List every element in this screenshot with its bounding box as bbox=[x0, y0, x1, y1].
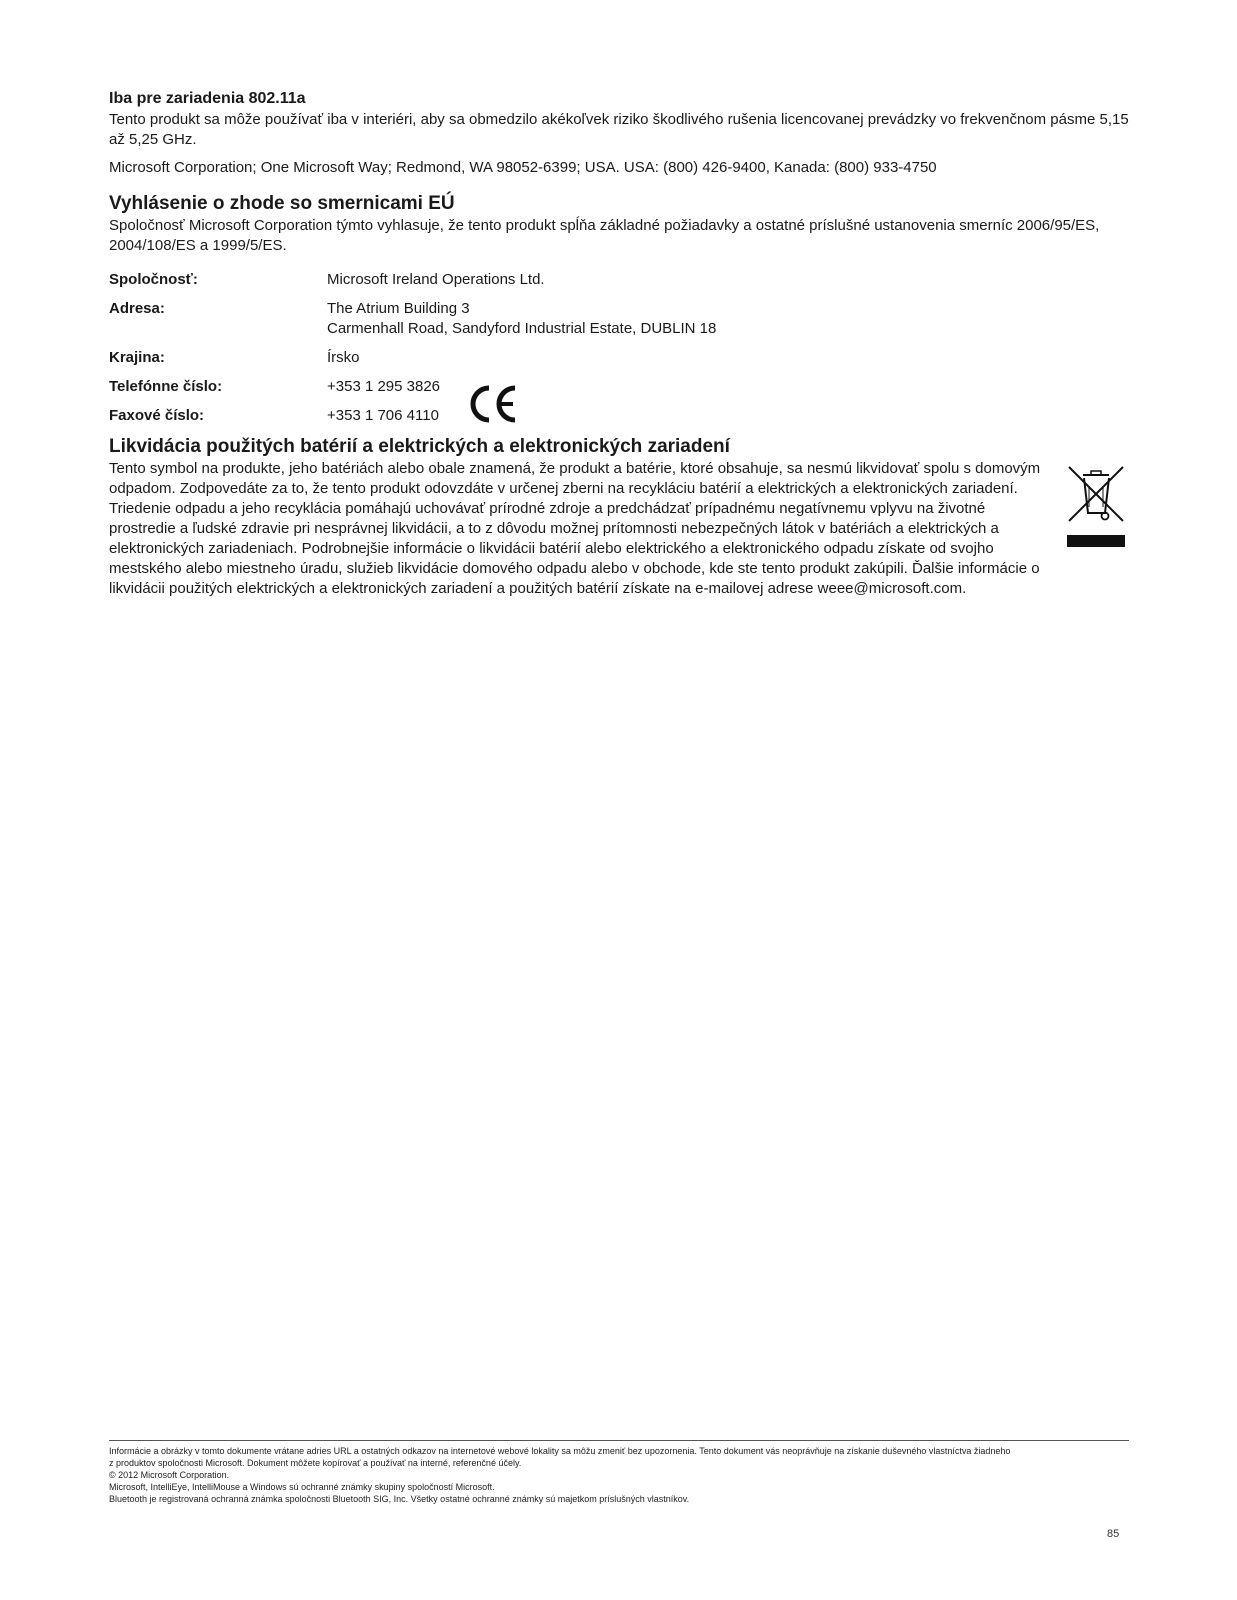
country-value: Írsko bbox=[327, 349, 360, 366]
section-heading-weee-disposal: Likvidácia použitých batérií a elektrických a elektronických zariadení bbox=[109, 436, 730, 457]
crossed-out-wheelie-bin-icon bbox=[1065, 463, 1127, 551]
section-weee-disposal bbox=[109, 435, 1129, 599]
page-number: 85 bbox=[1107, 1528, 1120, 1540]
address-label: Adresa: bbox=[109, 300, 165, 317]
company-label: Spoločnosť: bbox=[109, 271, 198, 288]
fax-value: +353 1 706 4110 bbox=[327, 407, 439, 424]
phone-label: Telefónne číslo: bbox=[109, 378, 223, 395]
section-802-11a bbox=[109, 88, 1129, 178]
manufacturer-info-table bbox=[109, 270, 1129, 426]
address-value bbox=[327, 299, 716, 339]
main-content bbox=[109, 88, 1129, 599]
legal-footer bbox=[109, 1440, 1129, 1505]
info-row-country bbox=[109, 348, 1129, 368]
section-heading-802-11a: Iba pre zariadenia 802.11a bbox=[109, 90, 306, 107]
microsoft-address-paragraph: Microsoft Corporation; One Microsoft Way; Redmond, WA 98052-6399; USA. USA: (800) 426-9400, Kanada: (800) 933-4750 bbox=[109, 159, 937, 176]
section-eu-conformity bbox=[109, 192, 1129, 426]
indoor-use-paragraph: Tento produkt sa môže používať iba v interiéri, aby sa obmedzilo akékoľvek riziko škodlivého rušenia licencovanej prevádzky vo frekvenčnom pásme 5,15 až 5,25 GHz. bbox=[109, 111, 1129, 148]
footer-line-trademarks: Microsoft, IntelliEye, IntelliMouse a Windows sú ochranné známky skupiny spoločností Microsoft. bbox=[109, 1482, 495, 1492]
eu-conformity-paragraph: Spoločnosť Microsoft Corporation týmto vyhlasuje, že tento produkt spĺňa základné požiadavky a ostatné príslušné ustanovenia smerníc 2006/95/ES, 2004/108/ES a 1999/5/ES. bbox=[109, 217, 1100, 254]
footer-line-usage: z produktov spoločnosti Microsoft. Dokument môžete kopírovať a používať na interné, referenčné účely. bbox=[109, 1458, 522, 1468]
info-row-address bbox=[109, 299, 1129, 339]
company-value: Microsoft Ireland Operations Ltd. bbox=[327, 271, 545, 288]
footer-line-disclaimer: Informácie a obrázky v tomto dokumente vrátane adries URL a ostatných odkazov na internetové webové lokality sa môžu zmeniť bez upozornenia. Tento dokument vás neoprávňuje na získanie duševného vlastníctva žiadneho bbox=[109, 1446, 1011, 1456]
ce-mark-icon bbox=[467, 382, 519, 426]
fax-label: Faxové číslo: bbox=[109, 407, 205, 424]
section-heading-eu-conformity: Vyhlásenie o zhode so smernicami EÚ bbox=[109, 193, 455, 214]
info-row-fax bbox=[109, 406, 1129, 426]
footer-line-copyright: © 2012 Microsoft Corporation. bbox=[109, 1470, 230, 1480]
address-line-1: The Atrium Building 3 bbox=[327, 300, 470, 317]
info-row-company bbox=[109, 270, 1129, 290]
address-line-2: Carmenhall Road, Sandyford Industrial Estate, DUBLIN 18 bbox=[327, 320, 717, 337]
country-label: Krajina: bbox=[109, 349, 165, 366]
weee-disposal-paragraph: Tento symbol na produkte, jeho batériách alebo obale znamená, že produkt a batérie, ktoré obsahuje, sa nesmú likvidovať spolu s domovým odpadom. Zodpovedáte za to, že tento produkt odovzdáte v určenej zberni na recykláciu batérií a elektrických a elektronických zariadení. Triedenie odpadu a jeho recyklácia pomáhajú uchovávať prírodné zdroje a predchádzať prípadnému negatívnemu vplyvu na životné prostredie a ľudské zdravie pri nesprávnej likvidácii, a to z dôvodu možnej prítomnosti nebezpečných látok v batériách a elektrických a elektronických zariadeniach. Podrobnejšie informácie o likvidácii batérií alebo elektrického a elektronického odpadu získate od svojho mestského alebo miestneho úradu, služieb likvidácie domového odpadu alebo v obchode, kde ste tento produkt zakúpili. Ďalšie informácie o likvidácii použitých elektrických a elektronických zariadení a použitých batérií získate na e-mailovej adrese weee@microsoft.com. bbox=[109, 460, 1041, 597]
footer-line-bluetooth: Bluetooth je registrovaná ochranná známka spoločnosti Bluetooth SIG, Inc. Všetky ostatné ochranné známky sú majetkom príslušných vlastníkov. bbox=[109, 1494, 690, 1504]
phone-value: +353 1 295 3826 bbox=[327, 378, 441, 395]
info-row-phone bbox=[109, 377, 1129, 397]
